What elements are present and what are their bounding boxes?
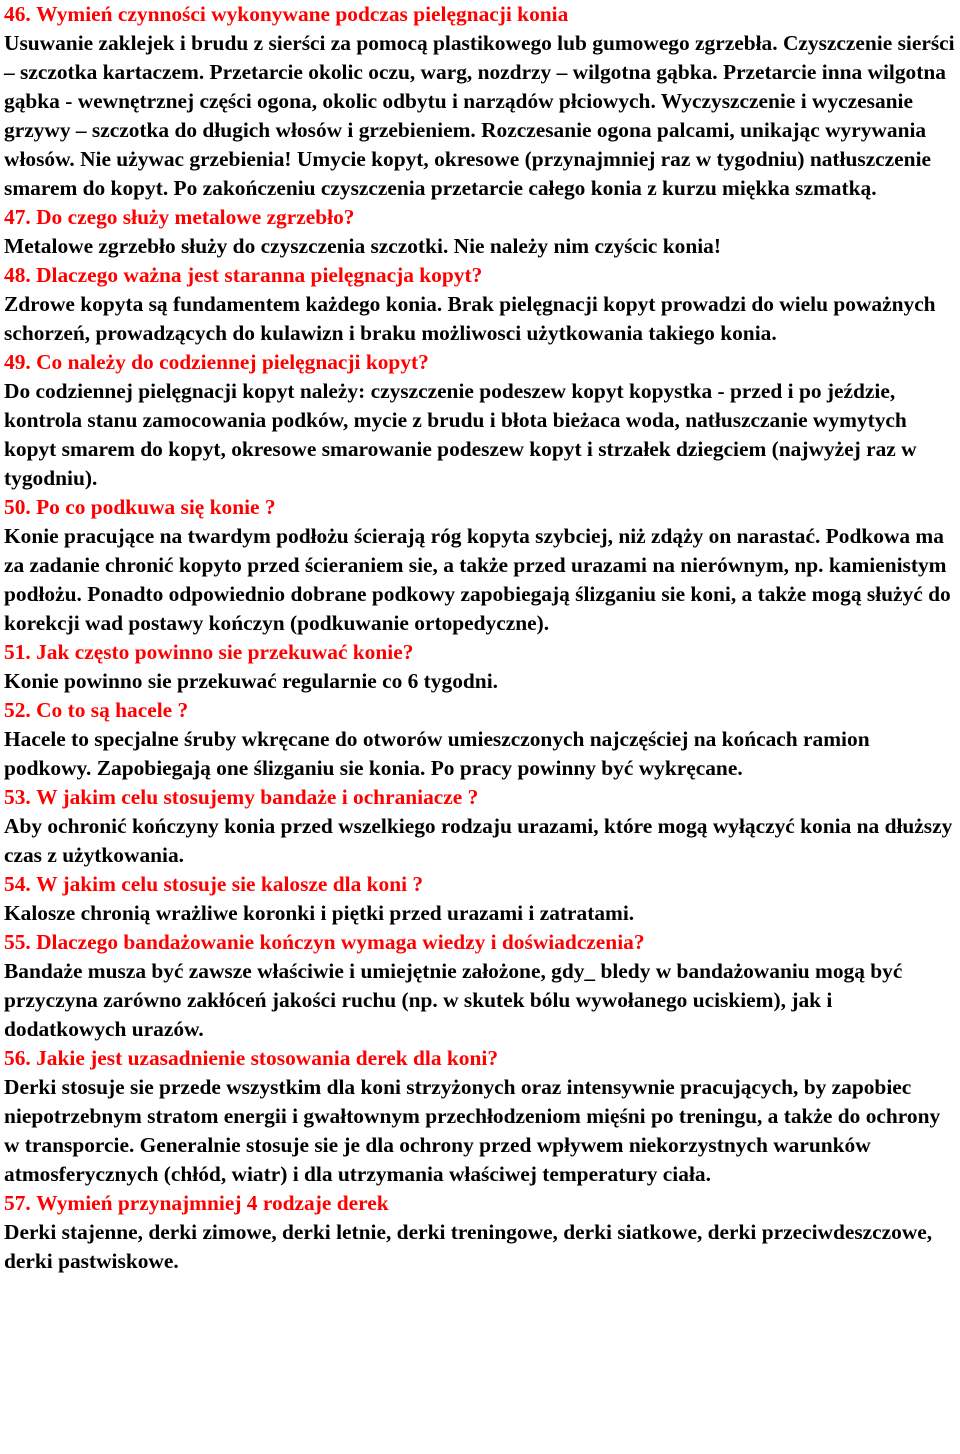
question-text: Wymień czynności wykonywane podczas pielęgnacji konia	[36, 2, 569, 26]
question-text: Jak często powinno sie przekuwać konie?	[36, 640, 414, 664]
question-number: 54.	[4, 872, 31, 896]
qa-item-57	[4, 1189, 956, 1276]
question-text: Dlaczego bandażowanie kończyn wymaga wiedzy i doświadczenia?	[36, 930, 645, 954]
qa-item-49	[4, 348, 956, 493]
answer-text: Hacele to specjalne śruby wkręcane do otworów umieszczonych najczęściej na końcach ramion podkowy. Zapobiegają one ślizganiu sie konia. Po pracy powinny być wykręcane.	[4, 727, 870, 780]
answer-text: Konie pracujące na twardym podłożu ścierają róg kopyta szybciej, niż zdąży on narastać. Podkowa ma za zadanie chronić kopyto przed ścieraniem sie, a także przed urazami na nierównym, np. kamienistym podłożu. Ponadto odpowiednio dobrane podkowy zapobiegają ślizganiu sie koni, a także mogą służyć do korekcji wad postawy kończyn (podkuwanie ortopedyczne).	[4, 524, 951, 635]
question-heading	[4, 0, 956, 29]
qa-item-46	[4, 0, 956, 203]
question-heading	[4, 493, 956, 522]
question-text: Dlaczego ważna jest staranna pielęgnacja kopyt?	[36, 263, 483, 287]
answer-text: Zdrowe kopyta są fundamentem każdego konia. Brak pielęgnacji kopyt prowadzi do wielu poważnych schorzeń, prowadzących do kulawizn i braku możliwosci użytkowania takiego konia.	[4, 292, 936, 345]
question-number: 48.	[4, 263, 31, 287]
question-text: W jakim celu stosuje sie kalosze dla koni ?	[36, 872, 424, 896]
question-number: 56.	[4, 1046, 31, 1070]
question-text: Co to są hacele ?	[36, 698, 189, 722]
question-text: Po co podkuwa się konie ?	[36, 495, 276, 519]
answer-text: Konie powinno sie przekuwać regularnie co 6 tygodni.	[4, 669, 498, 693]
answer-text: Aby ochronić kończyny konia przed wszelkiego rodzaju urazami, które mogą wyłączyć konia na dłuższy czas z użytkowania.	[4, 814, 953, 867]
answer-text: Derki stajenne, derki zimowe, derki letnie, derki treningowe, derki siatkowe, derki przeciwdeszczowe, derki pastwiskowe.	[4, 1220, 933, 1273]
question-heading	[4, 203, 956, 232]
question-text: Co należy do codziennej pielęgnacji kopyt?	[36, 350, 429, 374]
question-heading	[4, 783, 956, 812]
question-number: 53.	[4, 785, 31, 809]
question-heading	[4, 1044, 956, 1073]
question-number: 52.	[4, 698, 31, 722]
question-number: 51.	[4, 640, 31, 664]
qa-item-50	[4, 493, 956, 638]
question-text: W jakim celu stosujemy bandaże i ochraniacze ?	[36, 785, 479, 809]
question-number: 47.	[4, 205, 31, 229]
question-heading	[4, 638, 956, 667]
question-heading	[4, 928, 956, 957]
qa-item-53	[4, 783, 956, 870]
answer-text: Usuwanie zaklejek i brudu z sierści za pomocą plastikowego lub gumowego zgrzebła. Czyszczenie sierści – szczotka kartaczem. Przetarcie okolic oczu, warg, nozdrzy – wilgotna gąbka. Przetarcie inna wilgotna gąbka - wewnętrznej części ogona, okolic odbytu i narządów płciowych. Wyczyszczenie i wyczesanie grzywy – szczotka do długich włosów i grzebieniem. Rozczesanie ogona palcami, unikając wyrywania włosów. Nie używac grzebienia! Umycie kopyt, okresowe (przynajmniej raz w tygodniu) natłuszczenie smarem do kopyt. Po zakończeniu czyszczenia przetarcie całego konia z kurzu miękka szmatką.	[4, 31, 955, 200]
answer-text: Kalosze chronią wrażliwe koronki i piętki przed urazami i zatratami.	[4, 901, 635, 925]
question-number: 55.	[4, 930, 31, 954]
qa-item-47	[4, 203, 956, 261]
answer-text: Metalowe zgrzebło służy do czyszczenia szczotki. Nie należy nim czyścic konia!	[4, 234, 721, 258]
question-heading	[4, 696, 956, 725]
question-text: Do czego służy metalowe zgrzebło?	[36, 205, 355, 229]
question-number: 46.	[4, 2, 31, 26]
answer-text: Do codziennej pielęgnacji kopyt należy: czyszczenie podeszew kopyt kopystka - przed i po jeździe, kontrola stanu zamocowania podków, mycie z brudu i błota bieżaca woda, natłuszczanie wymytych kopyt smarem do kopyt, okresowe smarowanie podeszew kopyt i strzałek dziegciem (najwyżej raz w tygodniu).	[4, 379, 917, 490]
qa-item-48	[4, 261, 956, 348]
qa-item-55	[4, 928, 956, 1044]
question-heading	[4, 1189, 956, 1218]
question-heading	[4, 348, 956, 377]
qa-item-51	[4, 638, 956, 696]
answer-text: Bandaże musza być zawsze właściwie i umiejętnie założone, gdy_ bledy w bandażowaniu mogą być przyczyna zarówno zakłóceń jakości ruchu (np. w skutek bólu wywołanego uciskiem), jak i dodatkowych urazów.	[4, 959, 903, 1041]
question-text: Jakie jest uzasadnienie stosowania derek dla koni?	[36, 1046, 499, 1070]
question-heading	[4, 261, 956, 290]
question-heading	[4, 870, 956, 899]
qa-item-56	[4, 1044, 956, 1189]
question-text: Wymień przynajmniej 4 rodzaje derek	[36, 1191, 389, 1215]
question-number: 57.	[4, 1191, 31, 1215]
question-number: 50.	[4, 495, 31, 519]
qa-item-52	[4, 696, 956, 783]
qa-item-54	[4, 870, 956, 928]
answer-text: Derki stosuje sie przede wszystkim dla koni strzyżonych oraz intensywnie pracujących, by zapobiec niepotrzebnym stratom energii i gwałtownym przechłodzeniom mięśni po treningu, a także do ochrony w transporcie. Generalnie stosuje sie je dla ochrony przed wpływem niekorzystnych warunków atmosferycznych (chłód, wiatr) i dla utrzymania właściwej temperatury ciała.	[4, 1075, 941, 1186]
question-number: 49.	[4, 350, 31, 374]
